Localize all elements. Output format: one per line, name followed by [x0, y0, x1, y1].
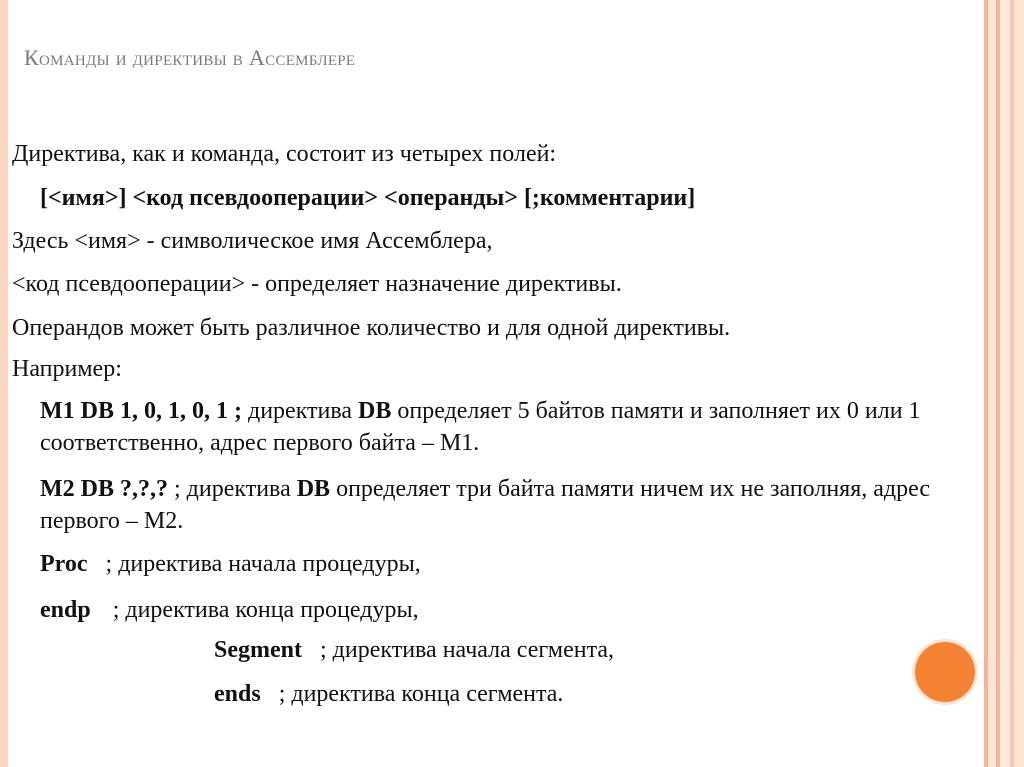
- slide-title: Команды и директивы в Ассемблере: [24, 45, 356, 70]
- text-line-intro: Директива, как и команда, состоит из четырех полей:: [12, 141, 557, 167]
- proc-comment: ; директива начала процедуры,: [105, 551, 421, 577]
- segment-comment: ; директива начала сегмента,: [319, 637, 615, 663]
- example-ends: [214, 678, 1024, 710]
- endp-comment: ; директива конца процедуры,: [112, 597, 419, 623]
- example-m1-code: M1 DB 1, 0, 1, 0, 1 ;: [40, 398, 242, 424]
- text-line-syntax: [<имя>] <код псевдооперации> <операнды> [;комментарии]: [40, 185, 696, 211]
- left-decor-bar: [0, 0, 8, 767]
- example-proc: [40, 548, 960, 580]
- ends-keyword: ends: [214, 681, 261, 707]
- endp-keyword: endp: [40, 597, 91, 623]
- example-m1-db: DB: [358, 398, 392, 424]
- text-line-opcode: <код псевдооперации> - определяет назначение директивы.: [12, 271, 622, 297]
- example-m1-text2: определяет 5 байтов памяти и заполняет их 0 или 1 соответственно, адрес первого байта – М1.: [40, 398, 921, 456]
- example-m1-text1: директива: [241, 398, 359, 424]
- segment-keyword: Segment: [214, 637, 302, 663]
- text-line-operands: Операндов может быть различное количество и для одной директивы.: [12, 315, 731, 341]
- example-m2: [40, 473, 960, 537]
- example-endp: [40, 594, 960, 626]
- text-line-example-heading: Например:: [12, 356, 122, 382]
- example-segment: [214, 634, 1024, 666]
- example-m2-text2: определяет три байта памяти ничем их не заполняя, адрес первого – М2.: [40, 476, 931, 534]
- example-m2-db: DB: [296, 476, 331, 502]
- example-m1: [40, 395, 960, 459]
- proc-keyword: Proc: [40, 551, 88, 577]
- orange-circle-decoration: [915, 642, 975, 702]
- text-line-name: Здесь <имя> - символическое имя Ассемблера,: [12, 228, 493, 254]
- ends-comment: ; директива конца сегмента.: [278, 681, 564, 707]
- example-m2-code: M2 DB ?,?,?: [40, 476, 168, 502]
- example-m2-text1: ; директива: [168, 476, 297, 502]
